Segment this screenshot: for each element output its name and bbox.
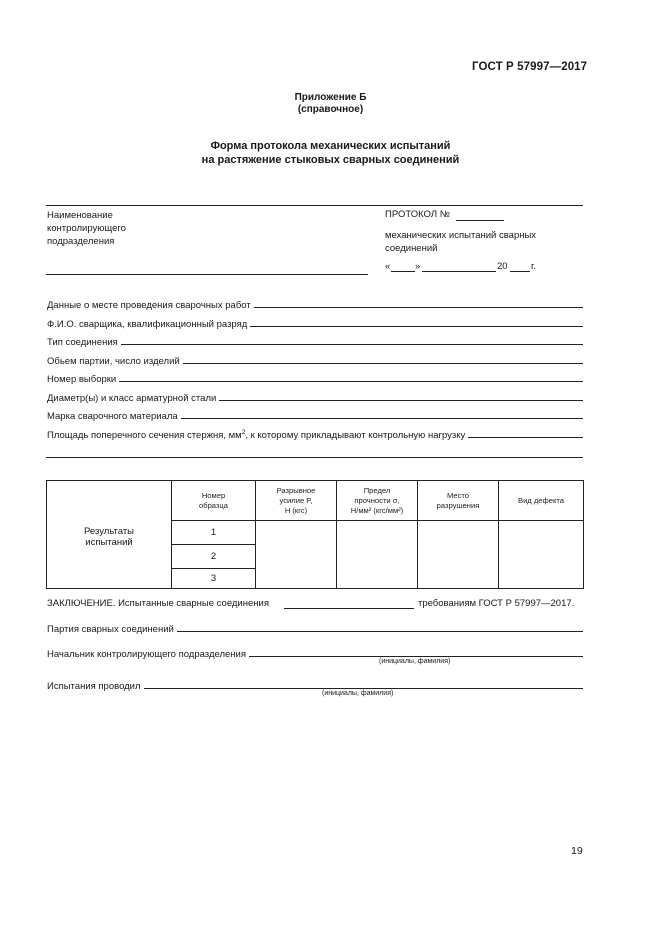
header-sample-line2: образца xyxy=(199,500,228,510)
field-label: Марка сварочного материала xyxy=(47,411,178,422)
protocol-description-line1: механических испытаний сварных xyxy=(385,230,537,241)
top-rule xyxy=(46,205,583,206)
strength-cell[interactable] xyxy=(337,521,418,589)
form-title-line2: на растяжение стыковых сварных соединений xyxy=(201,154,460,166)
protocol-day-line[interactable] xyxy=(391,271,415,272)
conclusion-tail: требованиям ГОСТ Р 57997—2017. xyxy=(418,598,575,609)
org-name-line[interactable] xyxy=(46,274,368,275)
protocol-year-suffix: г. xyxy=(531,261,536,272)
protocol-number-line[interactable] xyxy=(456,220,504,221)
header-tensile-strength xyxy=(337,481,418,521)
header-strength-line1: Предел xyxy=(363,485,391,495)
protocol-number-label: ПРОТОКОЛ № xyxy=(385,209,450,220)
results-label-line2: испытаний xyxy=(85,536,133,548)
chief-hint: (инициалы, фамилия) xyxy=(379,658,451,665)
protocol-description-line2: соединений xyxy=(385,243,438,254)
fill-line[interactable] xyxy=(119,381,583,382)
protocol-year-line[interactable] xyxy=(510,271,530,272)
header-force-line2: усилие P, xyxy=(279,495,313,505)
header-force-line1: Разрывное xyxy=(276,485,316,495)
header-force-line3: Н (кгс) xyxy=(284,505,308,515)
field-welding-material[interactable] xyxy=(47,408,583,422)
field-label: Ф.И.О. сварщика, квалификационный разряд xyxy=(47,319,248,330)
field-joint-type[interactable] xyxy=(47,334,583,348)
protocol-date-close: » xyxy=(415,261,421,272)
fracture-location-cell[interactable] xyxy=(418,521,499,589)
extra-line[interactable] xyxy=(46,457,583,458)
fill-line[interactable] xyxy=(249,656,583,657)
field-label: Тип соединения xyxy=(47,337,118,348)
fill-line[interactable] xyxy=(181,418,583,419)
form-title-line1: Форма протокола механических испытаний xyxy=(210,140,451,152)
fill-line[interactable] xyxy=(144,688,583,689)
field-label: Номер выборки xyxy=(47,374,117,385)
header-strength-line3: Н/мм² (кгс/мм²) xyxy=(350,505,404,515)
field-label: Начальник контролирующего подразделения xyxy=(47,649,246,660)
header-place-line2: разрушения xyxy=(436,500,480,510)
table-header-row xyxy=(47,481,584,521)
header-sample-number xyxy=(172,481,256,521)
field-label: Испытания проводил xyxy=(47,681,141,692)
sample-number-cell: 2 xyxy=(172,545,256,569)
protocol-month-line[interactable] xyxy=(422,271,496,272)
fill-line[interactable] xyxy=(121,344,583,345)
sample-number-cell: 1 xyxy=(172,521,256,545)
field-tester[interactable] xyxy=(47,678,583,692)
fill-line[interactable] xyxy=(183,363,583,364)
fill-line[interactable] xyxy=(177,631,583,632)
org-label-line1: Наименование xyxy=(47,210,113,221)
results-label-line1: Результаты xyxy=(83,525,135,537)
field-diameter-class[interactable] xyxy=(47,390,583,404)
conclusion-label: ЗАКЛЮЧЕНИЕ. Испытанные сварные соединения xyxy=(47,598,269,609)
field-label xyxy=(47,429,468,441)
org-label-line2: контролирующего xyxy=(47,223,126,234)
field-welding-place[interactable] xyxy=(47,297,583,311)
header-place-line1: Место xyxy=(446,490,470,500)
area-label-main: Площадь поперечного сечения стержня, мм xyxy=(47,430,242,441)
header-fracture-location xyxy=(418,481,499,521)
field-label: Данные о месте проведения сварочных работ xyxy=(47,300,251,311)
defect-type-cell[interactable] xyxy=(499,521,584,589)
fill-line[interactable] xyxy=(219,400,583,401)
header-strength-line2: прочности σ, xyxy=(354,495,400,505)
tester-hint: (инициалы, фамилия) xyxy=(322,690,394,697)
field-welded-batch[interactable] xyxy=(47,621,583,635)
conclusion-fill-line[interactable] xyxy=(284,608,414,609)
standard-number: ГОСТ Р 57997—2017 xyxy=(472,61,588,73)
fill-line[interactable] xyxy=(254,307,583,308)
header-defect-text: Вид дефекта xyxy=(518,495,564,505)
force-cell[interactable] xyxy=(256,521,337,589)
field-welder-name[interactable] xyxy=(47,316,583,330)
area-label-tail: , к которому прикладывают контрольную нагрузку xyxy=(245,430,466,441)
field-chief[interactable] xyxy=(47,646,583,660)
org-label-line3: подразделения xyxy=(47,236,115,247)
protocol-description xyxy=(385,229,536,255)
appendix-title: Приложение Б xyxy=(294,92,367,103)
protocol-year-prefix: 20 xyxy=(497,261,508,272)
appendix-subtitle: (справочное) xyxy=(297,104,364,115)
area-label-sup: 2 xyxy=(241,428,246,436)
header-breaking-force xyxy=(256,481,337,521)
sample-number-cell: 3 xyxy=(172,569,256,589)
field-label: Диаметр(ы) и класс арматурной стали xyxy=(47,393,217,404)
org-label xyxy=(47,209,126,248)
fill-line[interactable] xyxy=(250,326,583,327)
field-label: Обьем партии, число изделий xyxy=(47,356,180,367)
header-defect-type xyxy=(499,481,584,521)
field-cross-section-area[interactable] xyxy=(47,427,583,441)
field-label: Партия сварных соединений xyxy=(47,624,174,635)
page-number: 19 xyxy=(571,845,583,857)
field-batch-volume[interactable] xyxy=(47,353,583,367)
protocol-date-open: « xyxy=(385,261,391,272)
header-sample-line1: Номер xyxy=(201,490,226,500)
field-sample-number[interactable] xyxy=(47,371,583,385)
results-label-cell xyxy=(47,481,172,589)
results-table xyxy=(46,480,584,589)
fill-line[interactable] xyxy=(468,437,583,438)
